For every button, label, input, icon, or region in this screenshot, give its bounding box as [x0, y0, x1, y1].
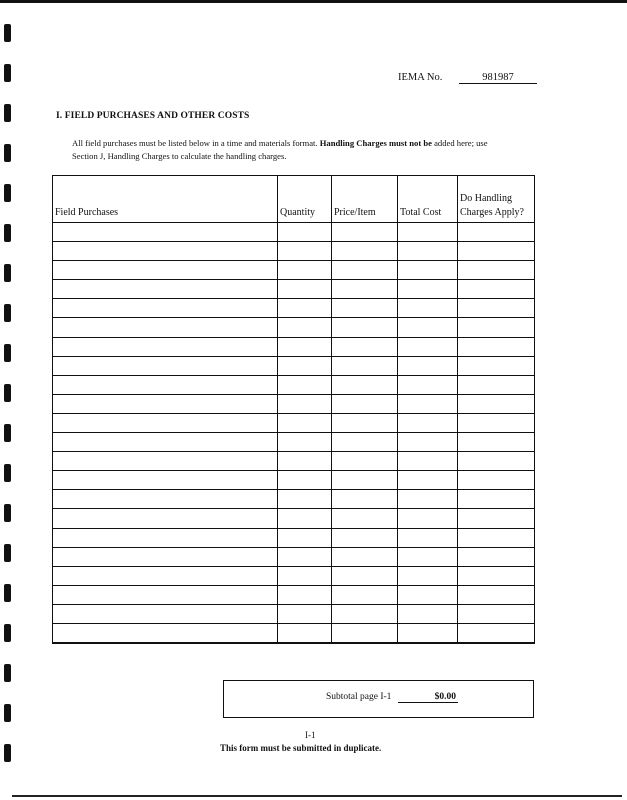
- table-body: [53, 223, 535, 644]
- table-cell[interactable]: [398, 547, 458, 566]
- table-cell[interactable]: [398, 394, 458, 413]
- table-cell[interactable]: [458, 223, 535, 242]
- subtotal-label: Subtotal page I-1: [326, 692, 392, 702]
- table-cell[interactable]: [53, 566, 278, 585]
- table-row: [53, 471, 535, 490]
- table-cell[interactable]: [458, 433, 535, 452]
- table-cell[interactable]: [278, 318, 332, 337]
- table-cell[interactable]: [278, 433, 332, 452]
- col-header-handling-charges: Do Handling Charges Apply?: [458, 176, 535, 223]
- table-cell[interactable]: [332, 528, 398, 547]
- punch-hole-icon: [4, 264, 11, 282]
- punch-hole-icon: [4, 504, 11, 522]
- table-cell[interactable]: [53, 242, 278, 261]
- table-row: [53, 509, 535, 528]
- table-cell[interactable]: [458, 471, 535, 490]
- table-cell[interactable]: [398, 337, 458, 356]
- table-row: [53, 490, 535, 509]
- table-cell[interactable]: [53, 299, 278, 318]
- punch-hole-icon: [4, 664, 11, 682]
- table-cell[interactable]: [398, 261, 458, 280]
- table-row: [53, 433, 535, 452]
- table-cell[interactable]: [53, 280, 278, 299]
- table-cell[interactable]: [278, 299, 332, 318]
- table-cell[interactable]: [398, 509, 458, 528]
- table-cell[interactable]: [458, 337, 535, 356]
- table-cell[interactable]: [332, 585, 398, 604]
- punch-hole-icon: [4, 24, 11, 42]
- punch-hole-icon: [4, 64, 11, 82]
- col-header-total-cost: Total Cost: [398, 176, 458, 223]
- table-cell[interactable]: [53, 604, 278, 623]
- table-cell[interactable]: [332, 280, 398, 299]
- table-row: [53, 413, 535, 432]
- table-cell[interactable]: [458, 604, 535, 623]
- table-cell[interactable]: [398, 375, 458, 394]
- punch-hole-icon: [4, 624, 11, 642]
- field-purchases-table: [52, 175, 535, 644]
- punch-hole-icon: [4, 424, 11, 442]
- punch-hole-icon: [4, 744, 11, 762]
- binder-punch-holes: [4, 0, 12, 800]
- table-cell[interactable]: [278, 547, 332, 566]
- footer-note: This form must be submitted in duplicate.: [220, 743, 382, 753]
- table-row: [53, 223, 535, 242]
- table-row: [53, 623, 535, 643]
- bottom-border: [12, 795, 622, 797]
- table-cell[interactable]: [398, 585, 458, 604]
- table-cell[interactable]: [332, 452, 398, 471]
- top-border: [0, 0, 627, 3]
- table-cell[interactable]: [398, 242, 458, 261]
- table-cell[interactable]: [398, 604, 458, 623]
- instructions-bold-text: Handling Charges must not be: [319, 138, 432, 148]
- table-cell[interactable]: [458, 318, 535, 337]
- table-row: [53, 375, 535, 394]
- table-cell[interactable]: [278, 452, 332, 471]
- table-cell[interactable]: [458, 299, 535, 318]
- table-cell[interactable]: [53, 261, 278, 280]
- table-cell[interactable]: [458, 452, 535, 471]
- punch-hole-icon: [4, 584, 11, 602]
- table-cell[interactable]: [53, 433, 278, 452]
- table-cell[interactable]: [458, 490, 535, 509]
- table-cell[interactable]: [398, 223, 458, 242]
- iema-number: 981987: [459, 72, 537, 84]
- table-cell[interactable]: [398, 623, 458, 643]
- table-cell[interactable]: [332, 318, 398, 337]
- table-cell[interactable]: [332, 356, 398, 375]
- punch-hole-icon: [4, 224, 11, 242]
- table-row: [53, 318, 535, 337]
- table-cell[interactable]: [458, 509, 535, 528]
- table-cell[interactable]: [332, 394, 398, 413]
- table-row: [53, 452, 535, 471]
- table-cell[interactable]: [332, 261, 398, 280]
- table-cell[interactable]: [53, 585, 278, 604]
- table-cell[interactable]: [458, 242, 535, 261]
- table-cell[interactable]: [332, 509, 398, 528]
- section-instructions: [72, 137, 512, 163]
- punch-hole-icon: [4, 304, 11, 322]
- table-cell[interactable]: [278, 375, 332, 394]
- table-cell[interactable]: [278, 566, 332, 585]
- table-row: [53, 242, 535, 261]
- table-cell[interactable]: [398, 452, 458, 471]
- table-cell[interactable]: [278, 413, 332, 432]
- table-cell[interactable]: [458, 566, 535, 585]
- table-cell[interactable]: [53, 547, 278, 566]
- table-cell[interactable]: [278, 394, 332, 413]
- table-cell[interactable]: [458, 585, 535, 604]
- table-cell[interactable]: [332, 471, 398, 490]
- table-cell[interactable]: [332, 375, 398, 394]
- punch-hole-icon: [4, 544, 11, 562]
- table-cell[interactable]: [332, 623, 398, 643]
- table-cell[interactable]: [278, 356, 332, 375]
- table-cell[interactable]: [398, 280, 458, 299]
- table-cell[interactable]: [458, 394, 535, 413]
- table-cell[interactable]: [278, 261, 332, 280]
- table-cell[interactable]: [53, 452, 278, 471]
- table-row: [53, 356, 535, 375]
- table-cell[interactable]: [53, 528, 278, 547]
- table-row: [53, 337, 535, 356]
- table-cell[interactable]: [398, 413, 458, 432]
- table-header-row: [53, 176, 535, 223]
- table-cell[interactable]: [278, 280, 332, 299]
- table-row: [53, 547, 535, 566]
- subtotal-box: [223, 680, 534, 718]
- table-cell[interactable]: [398, 528, 458, 547]
- table-cell[interactable]: [53, 337, 278, 356]
- punch-hole-icon: [4, 384, 11, 402]
- table-row: [53, 528, 535, 547]
- table-cell[interactable]: [278, 223, 332, 242]
- punch-hole-icon: [4, 104, 11, 122]
- punch-hole-icon: [4, 144, 11, 162]
- iema-label: IEMA No.: [398, 72, 443, 83]
- table-cell[interactable]: [458, 356, 535, 375]
- section-title: I. FIELD PURCHASES AND OTHER COSTS: [56, 111, 250, 121]
- table-cell[interactable]: [332, 547, 398, 566]
- table-cell[interactable]: [398, 356, 458, 375]
- table-cell[interactable]: [332, 604, 398, 623]
- table-cell[interactable]: [53, 375, 278, 394]
- punch-hole-icon: [4, 344, 11, 362]
- table-cell[interactable]: [332, 242, 398, 261]
- table-cell[interactable]: [332, 413, 398, 432]
- table-row: [53, 604, 535, 623]
- punch-hole-icon: [4, 184, 11, 202]
- table-cell[interactable]: [458, 375, 535, 394]
- table-cell[interactable]: [53, 413, 278, 432]
- table-cell[interactable]: [332, 223, 398, 242]
- col-header-field-purchases: Field Purchases: [53, 176, 278, 223]
- table-cell[interactable]: [278, 528, 332, 547]
- punch-hole-icon: [4, 464, 11, 482]
- instructions-text: All field purchases must be listed below in a time and materials format.: [72, 138, 318, 148]
- col-header-quantity: Quantity: [278, 176, 332, 223]
- table-cell[interactable]: [398, 299, 458, 318]
- table-cell[interactable]: [458, 261, 535, 280]
- table-cell[interactable]: [53, 223, 278, 242]
- table-cell[interactable]: [332, 566, 398, 585]
- table-cell[interactable]: [458, 528, 535, 547]
- table-cell[interactable]: [398, 433, 458, 452]
- table-cell[interactable]: [278, 490, 332, 509]
- table-cell[interactable]: [53, 623, 278, 643]
- table-cell[interactable]: [53, 509, 278, 528]
- table-cell[interactable]: [398, 566, 458, 585]
- table-row: [53, 299, 535, 318]
- table-cell[interactable]: [458, 623, 535, 643]
- table-cell[interactable]: [53, 394, 278, 413]
- table-cell[interactable]: [332, 490, 398, 509]
- table-cell[interactable]: [53, 471, 278, 490]
- table-cell[interactable]: [332, 337, 398, 356]
- iema-number-field: [398, 72, 537, 84]
- table-cell[interactable]: [53, 356, 278, 375]
- table-row: [53, 585, 535, 604]
- table-row: [53, 261, 535, 280]
- table-cell[interactable]: [398, 490, 458, 509]
- instructions-text-2: added here; use Section J, Handling Charges to calculate the handling charges.: [72, 138, 488, 161]
- table-row: [53, 394, 535, 413]
- table-cell[interactable]: [278, 337, 332, 356]
- subtotal-value: $0.00: [398, 692, 458, 703]
- table-cell[interactable]: [278, 604, 332, 623]
- table-row: [53, 566, 535, 585]
- table-cell[interactable]: [53, 318, 278, 337]
- table-cell[interactable]: [398, 318, 458, 337]
- table-cell[interactable]: [458, 280, 535, 299]
- table-cell[interactable]: [278, 471, 332, 490]
- table-cell[interactable]: [332, 433, 398, 452]
- table-cell[interactable]: [458, 413, 535, 432]
- table-row: [53, 280, 535, 299]
- table-cell[interactable]: [278, 585, 332, 604]
- col-header-price-item: Price/Item: [332, 176, 398, 223]
- page-number: I-1: [305, 730, 316, 740]
- table-cell[interactable]: [458, 547, 535, 566]
- table-cell[interactable]: [332, 299, 398, 318]
- table-cell[interactable]: [53, 490, 278, 509]
- table-cell[interactable]: [278, 509, 332, 528]
- table-cell[interactable]: [278, 242, 332, 261]
- punch-hole-icon: [4, 704, 11, 722]
- table-cell[interactable]: [278, 623, 332, 643]
- table-cell[interactable]: [398, 471, 458, 490]
